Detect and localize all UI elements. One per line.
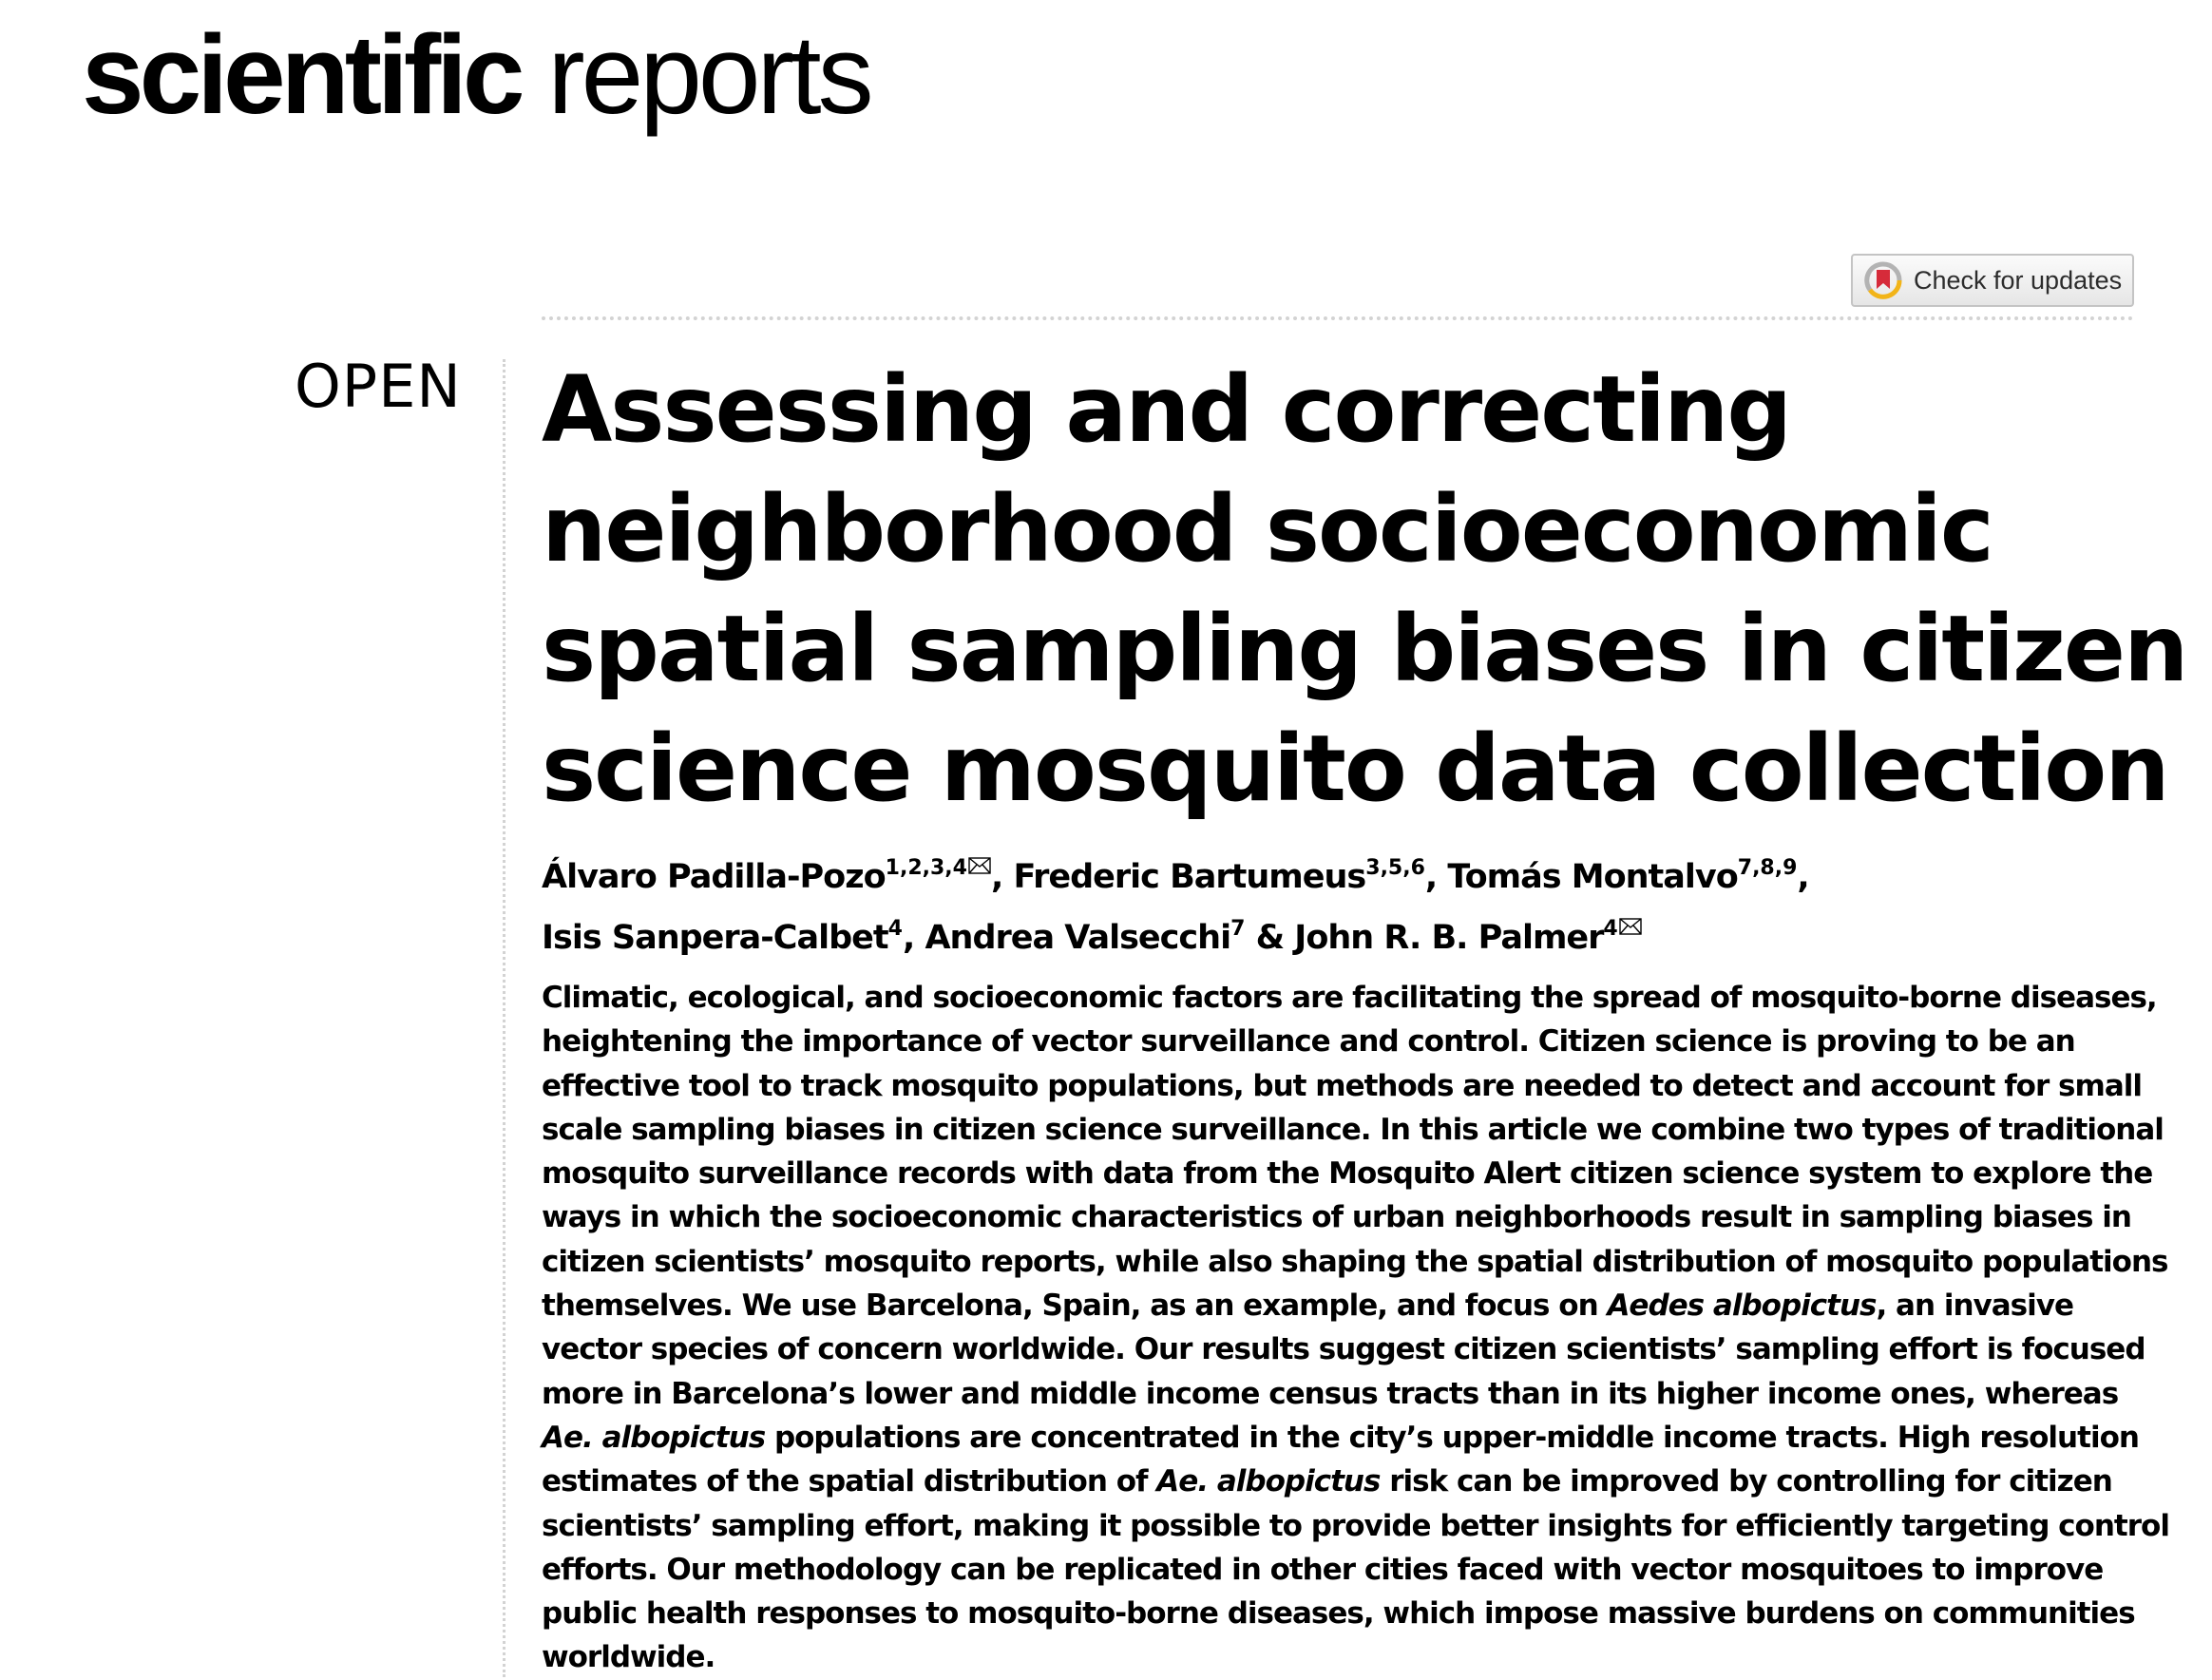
abstract-text: themselves. We use Barcelona, Spain, as an example, and focus on [542, 1289, 1608, 1324]
author-name[interactable]: Álvaro Padilla-Pozo [542, 858, 886, 896]
abstract-text: more in Barcelona’s lower and middle income census tracts than in its higher income ones, whereas [542, 1376, 2119, 1411]
author-affiliations[interactable]: 4 [1603, 917, 1618, 941]
abstract-line [542, 1504, 2169, 1548]
abstract-text: vector species of concern worldwide. Our results suggest citizen scientists’ sampling effort is focused [542, 1332, 2145, 1367]
title-line: spatial sampling biases in citizen [542, 596, 2187, 702]
author-affiliations[interactable]: 4 [887, 917, 903, 941]
abstract-line [542, 1152, 2153, 1195]
abstract-line [542, 1635, 2147, 1679]
abstract-line [542, 1327, 2147, 1371]
abstract-text: efforts. Our methodology can be replicated in other cities faced with vector mosquitoes to improve [542, 1552, 2104, 1587]
abstract-text: Climatic, ecological, and socioeconomic factors are facilitating the spread of mosquito-borne diseases, [542, 981, 2157, 1015]
author-affiliations[interactable]: 1,2,3,4 [885, 856, 967, 880]
title-line: Assessing and correcting [542, 356, 1791, 463]
email-icon[interactable] [1619, 901, 1642, 948]
abstract-text: populations are concentrated in the city’s upper-middle income tracts. High resolution [765, 1420, 2139, 1455]
abstract-line [542, 1020, 2147, 1063]
journal-name-bold: scientific [82, 12, 521, 138]
title-line: neighborhood socioeconomic [542, 476, 1993, 582]
abstract-text: risk can be improved by controlling for citizen [1380, 1464, 2112, 1499]
abstract-text: mosquito surveillance records with data from the Mosquito Alert citizen science system to explore the [542, 1156, 2153, 1192]
abstract-line [542, 1195, 2147, 1239]
abstract-text: estimates of the spatial distribution of [542, 1464, 1157, 1499]
species-name: Ae. albopictus [542, 1420, 766, 1455]
abstract-line [542, 1592, 2147, 1635]
column-divider [503, 359, 505, 1677]
author-affiliations[interactable]: 7 [1230, 917, 1246, 941]
title-line: science mosquito data collection [542, 716, 2168, 822]
author-name[interactable]: Tomás Montalvo [1447, 858, 1738, 896]
abstract-line [542, 1284, 2147, 1327]
author-affiliations[interactable]: 7,8,9 [1737, 856, 1798, 880]
abstract-line [542, 1460, 2147, 1503]
author-affiliations[interactable]: 3,5,6 [1365, 856, 1425, 880]
abstract-line [542, 976, 2157, 1020]
email-icon[interactable] [968, 840, 991, 888]
abstract-text: ways in which the socioeconomic characteristics of urban neighborhoods result in sampling biases in [542, 1200, 2131, 1235]
article-title [542, 350, 2187, 829]
abstract-line [542, 1372, 2147, 1416]
abstract-text: citizen scientists’ mosquito reports, while also shaping the spatial distribution of mosquito populations [542, 1244, 2168, 1279]
author-line-1: Álvaro Padilla-Pozo$^{1,2,3,4}$ , Frederic Bartumeus$^{3,5,6}$, Tomás Montalvo$^{7,8,9}$, [542, 840, 2147, 901]
check-for-updates-button[interactable] [1851, 254, 2134, 307]
journal-logo[interactable] [82, 12, 870, 138]
abstract [542, 976, 2169, 1680]
abstract-text: public health responses to mosquito-borne diseases, which impose massive burdens on communities [542, 1596, 2135, 1632]
author-name[interactable]: Frederic Bartumeus [1013, 858, 1366, 896]
journal-name-light: reports [547, 12, 870, 138]
author-name[interactable]: Isis Sanpera-Calbet [542, 919, 888, 957]
abstract-line [542, 1240, 2168, 1284]
abstract-text: scientists’ sampling effort, making it possible to provide better insights for efficiently targeting control [542, 1508, 2169, 1543]
open-access-label: OPEN [295, 352, 462, 421]
abstract-line [542, 1548, 2147, 1592]
species-name: Ae. albopictus [1156, 1464, 1381, 1499]
author-name[interactable]: John R. B. Palmer [1294, 919, 1604, 957]
author-name[interactable]: Andrea Valsecchi [925, 919, 1231, 957]
abstract-text: heightening the importance of vector surveillance and control. Citizen science is proving to be an [542, 1024, 2075, 1060]
abstract-line [542, 1416, 2147, 1460]
abstract-line [542, 1108, 2164, 1152]
abstract-text: worldwide. [542, 1640, 715, 1675]
check-for-updates-label: Check for updates [1914, 265, 2123, 295]
author-line-2: Isis Sanpera-Calbet$^4$, Andrea Valsecchi$^7$ & John R. B. Palmer$^4$ [542, 901, 2147, 962]
abstract-line [542, 1064, 2147, 1108]
author-list [542, 840, 2147, 962]
abstract-text: , an invasive [1876, 1289, 2073, 1324]
abstract-text: scale sampling biases in citizen science surveillance. In this article we combine two types of traditional [542, 1112, 2164, 1147]
abstract-text: effective tool to track mosquito populations, but methods are needed to detect and account for small [542, 1068, 2142, 1103]
species-name: Aedes albopictus [1607, 1289, 1877, 1324]
header-divider [542, 316, 2134, 320]
crossmark-icon [1864, 261, 1902, 299]
